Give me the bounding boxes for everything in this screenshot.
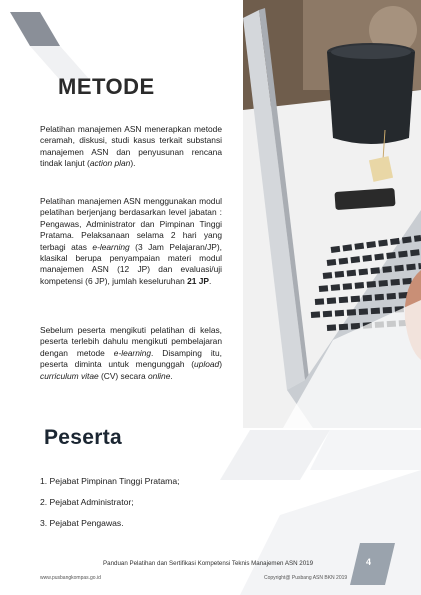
paragraph-method-2: Pelatihan manajemen ASN menggunakan modul pelatihan berjenjang berdasarkan level jabatan : Pengawas, Administrator dan Pimpinan Tinggi Pratama. Pelaksanaan selama 2 hari yang terbagi atas e-learning (3 Jam Pelajaran/JP), klasikal berupa penyampaian materi modul manajemen ASN (12 JP) dan evaluasi/uji kompetensi (6 JP), jumlah keseluruhan 21 JP. bbox=[40, 196, 223, 286]
paragraph-method-1: Pelatihan manajemen ASN menerapkan metode ceramah, diskusi, studi kasus terkait substansi manajemen ASN dan penyusunan rencana tindak lanjut (action plan). bbox=[40, 124, 222, 169]
list-item: 1. Pejabat Pimpinan Tinggi Pratama; bbox=[40, 476, 180, 486]
footer-url: www.pusbangkompas.go.id bbox=[40, 575, 101, 581]
participants-list bbox=[40, 476, 180, 539]
list-item: 2. Pejabat Administrator; bbox=[40, 497, 134, 507]
page-title: METODE bbox=[58, 74, 155, 99]
footer-copyright: Copyright@ Pusbang ASN BKN 2019 bbox=[264, 575, 348, 581]
paragraph-method-3: Sebelum peserta mengikuti pelatihan di kelas, peserta terlebih dahulu mengikuti pembelajaran dengan metode e-learning. Disamping itu, peserta diminta untuk mengunggah (upload) curriculum vitae (CV) secara online. bbox=[40, 325, 222, 381]
list-item: 3. Pejabat Pengawas. bbox=[40, 518, 124, 528]
footer-title: Panduan Pelatihan dan Sertifikasi Kompetensi Teknis Manajemen ASN 2019 bbox=[103, 560, 314, 567]
participants-heading: Peserta bbox=[44, 426, 122, 449]
page-number: 4 bbox=[366, 557, 372, 567]
